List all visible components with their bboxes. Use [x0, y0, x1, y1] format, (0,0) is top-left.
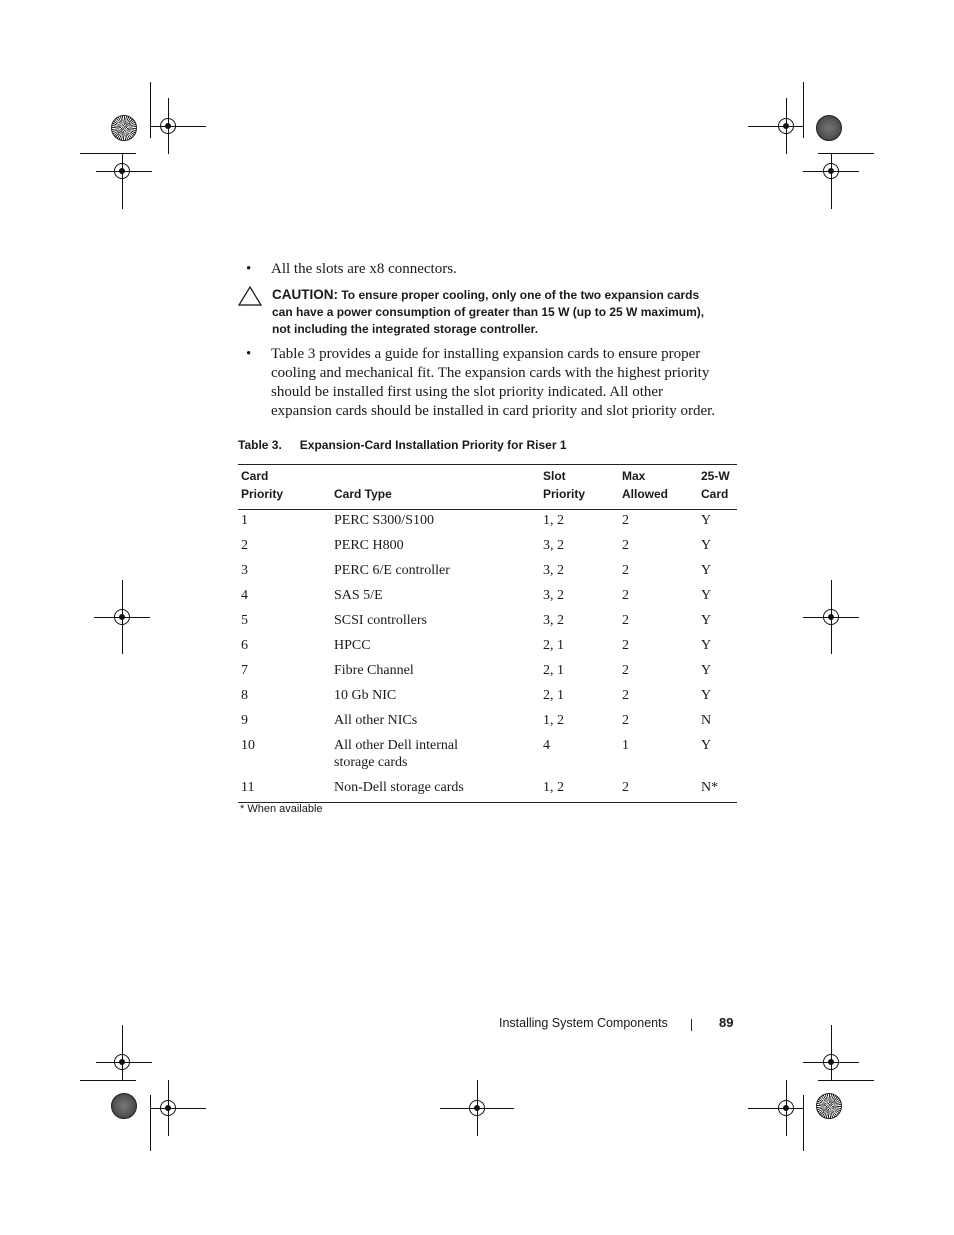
- cell-priority: 4: [241, 588, 248, 603]
- column-header-max-allowed: Max Allowed: [619, 465, 698, 510]
- cell-max: 2: [622, 663, 629, 678]
- cell-25w: Y: [701, 638, 712, 653]
- crop-mark: [150, 126, 206, 127]
- registration-target-icon: [111, 115, 137, 141]
- bullet-text: Table 3 provides a guide for installing expansion cards to ensure proper cooling and mechanical fit. The expansion cards with the highest priority should be installed first using the slot priority indicated. All other expansion cards should be installed in card priority and slot priority order.: [271, 346, 716, 419]
- table-row: [238, 510, 737, 536]
- cell-card-type: Non-Dell storage cards: [331, 777, 540, 803]
- crop-mark: [803, 1095, 804, 1151]
- crop-mark: [748, 1108, 804, 1109]
- cell-max: 2: [622, 513, 629, 528]
- cell-card-type: PERC S300/S100: [334, 513, 434, 528]
- registration-target-icon: [816, 115, 842, 141]
- cell-card-type: Fibre Channel: [334, 663, 414, 678]
- cell-max: 2: [619, 777, 698, 803]
- crop-mark: [818, 1080, 874, 1081]
- table-caption: [238, 438, 567, 452]
- cell-priority: 8: [241, 688, 248, 703]
- cell-priority: 3: [241, 563, 248, 578]
- column-header-slot-priority: Slot Priority: [540, 465, 619, 510]
- cell-card-type: PERC H800: [334, 538, 404, 553]
- table-row: [238, 535, 737, 560]
- table-header-row: [238, 465, 737, 510]
- cell-priority: 9: [241, 713, 248, 728]
- crosshair-icon: [114, 1054, 130, 1070]
- footer-divider: [691, 1019, 692, 1031]
- crosshair-icon: [823, 1054, 839, 1070]
- page-number: 89: [719, 1015, 734, 1030]
- caution-label: CAUTION:: [272, 287, 338, 302]
- cell-card-type: All other NICs: [334, 713, 418, 728]
- column-header-card-type: Card Type: [331, 465, 540, 510]
- table-row: [238, 685, 737, 710]
- cell-priority: 7: [241, 663, 248, 678]
- cell-max: 2: [622, 638, 629, 653]
- cell-card-type: All other Dell internal storage cards: [334, 738, 459, 770]
- cell-25w: Y: [701, 563, 712, 578]
- crosshair-icon: [823, 163, 839, 179]
- crop-mark: [803, 82, 804, 138]
- crop-mark: [831, 1025, 832, 1081]
- cell-priority: 10: [241, 738, 255, 753]
- table-row: [238, 610, 737, 635]
- cell-priority: 11: [238, 777, 331, 803]
- crop-mark: [80, 1080, 136, 1081]
- crop-mark: [80, 153, 136, 154]
- table-title: Expansion-Card Installation Priority for Riser 1: [299, 438, 567, 452]
- cell-25w: Y: [701, 588, 712, 603]
- crop-mark: [831, 153, 832, 209]
- cell-25w: Y: [701, 688, 712, 703]
- cell-max: 2: [622, 713, 629, 728]
- registration-target-icon: [111, 1093, 137, 1119]
- cell-card-type: HPCC: [334, 638, 371, 653]
- cell-slot: 1, 2: [543, 713, 564, 728]
- caution-line: not including the integrated storage controller.: [272, 322, 539, 336]
- cell-slot: 3, 2: [543, 588, 564, 603]
- cell-25w: Y: [701, 738, 712, 753]
- cell-slot: 2, 1: [543, 638, 564, 653]
- cell-priority: 1: [241, 513, 248, 528]
- cell-25w: N*: [698, 777, 737, 803]
- crosshair-icon: [160, 1100, 176, 1116]
- caution-line: can have a power consumption of greater than 15 W (up to 25 W maximum),: [272, 305, 705, 319]
- crop-mark: [748, 126, 804, 127]
- cell-25w: Y: [701, 613, 712, 628]
- cell-slot: 3, 2: [543, 613, 564, 628]
- crosshair-icon: [778, 1100, 794, 1116]
- cell-priority: 2: [241, 538, 248, 553]
- crosshair-icon: [469, 1100, 485, 1116]
- bullet-icon: •: [246, 261, 252, 277]
- crosshair-icon: [114, 163, 130, 179]
- table-row: [238, 660, 737, 685]
- crosshair-icon: [160, 118, 176, 134]
- crop-mark: [150, 1108, 206, 1109]
- cell-max: 2: [622, 613, 629, 628]
- cell-card-type: SCSI controllers: [334, 613, 427, 628]
- crosshair-icon: [778, 118, 794, 134]
- cell-max: 2: [622, 538, 629, 553]
- cell-priority: 6: [241, 638, 248, 653]
- crop-mark: [122, 153, 123, 209]
- cell-max: 2: [622, 563, 629, 578]
- table-row: [238, 710, 737, 735]
- cell-max: 2: [622, 588, 629, 603]
- bullet-text: All the slots are x8 connectors.: [271, 261, 457, 277]
- cell-card-type: SAS 5/E: [334, 588, 383, 603]
- column-header-25w-card: 25-W Card: [698, 465, 737, 510]
- table-number: Table 3.: [238, 438, 282, 452]
- cell-card-type: 10 Gb NIC: [334, 688, 397, 703]
- cell-slot: 1, 2: [543, 513, 564, 528]
- table-row: [238, 635, 737, 660]
- cell-max: 2: [622, 688, 629, 703]
- cell-25w: Y: [701, 538, 712, 553]
- crop-mark: [122, 1025, 123, 1081]
- cell-25w: N: [701, 713, 712, 728]
- caution-text: [272, 286, 704, 338]
- cell-priority: 5: [241, 613, 248, 628]
- cell-slot: 2, 1: [543, 663, 564, 678]
- table-row: [238, 560, 737, 585]
- cell-25w: Y: [701, 663, 712, 678]
- expansion-card-priority-table: [238, 464, 737, 803]
- table-row: [238, 585, 737, 610]
- cell-slot: 4: [543, 738, 550, 753]
- cell-slot: 3, 2: [543, 538, 564, 553]
- cell-slot: 3, 2: [543, 563, 564, 578]
- column-header-card-priority: Card Priority: [238, 465, 331, 510]
- table-row: [238, 735, 737, 777]
- crop-mark: [150, 82, 151, 138]
- cell-max: 1: [622, 738, 629, 753]
- registration-target-icon: [816, 1093, 842, 1119]
- cell-slot: 1, 2: [540, 777, 619, 803]
- cell-slot: 2, 1: [543, 688, 564, 703]
- crop-mark: [150, 1095, 151, 1151]
- table-row: [238, 777, 737, 803]
- caution-triangle-icon: [238, 286, 262, 306]
- bullet-icon: •: [246, 346, 252, 362]
- cell-card-type: PERC 6/E controller: [334, 563, 450, 578]
- caution-line: CAUTION: To ensure proper cooling, only one of the two expansion cards: [272, 287, 700, 302]
- crosshair-icon: [823, 609, 839, 625]
- table-footnote: * When available: [240, 803, 323, 815]
- crosshair-icon: [114, 609, 130, 625]
- footer-section-title: Installing System Components: [499, 1016, 668, 1030]
- cell-25w: Y: [701, 513, 712, 528]
- crop-mark: [818, 153, 874, 154]
